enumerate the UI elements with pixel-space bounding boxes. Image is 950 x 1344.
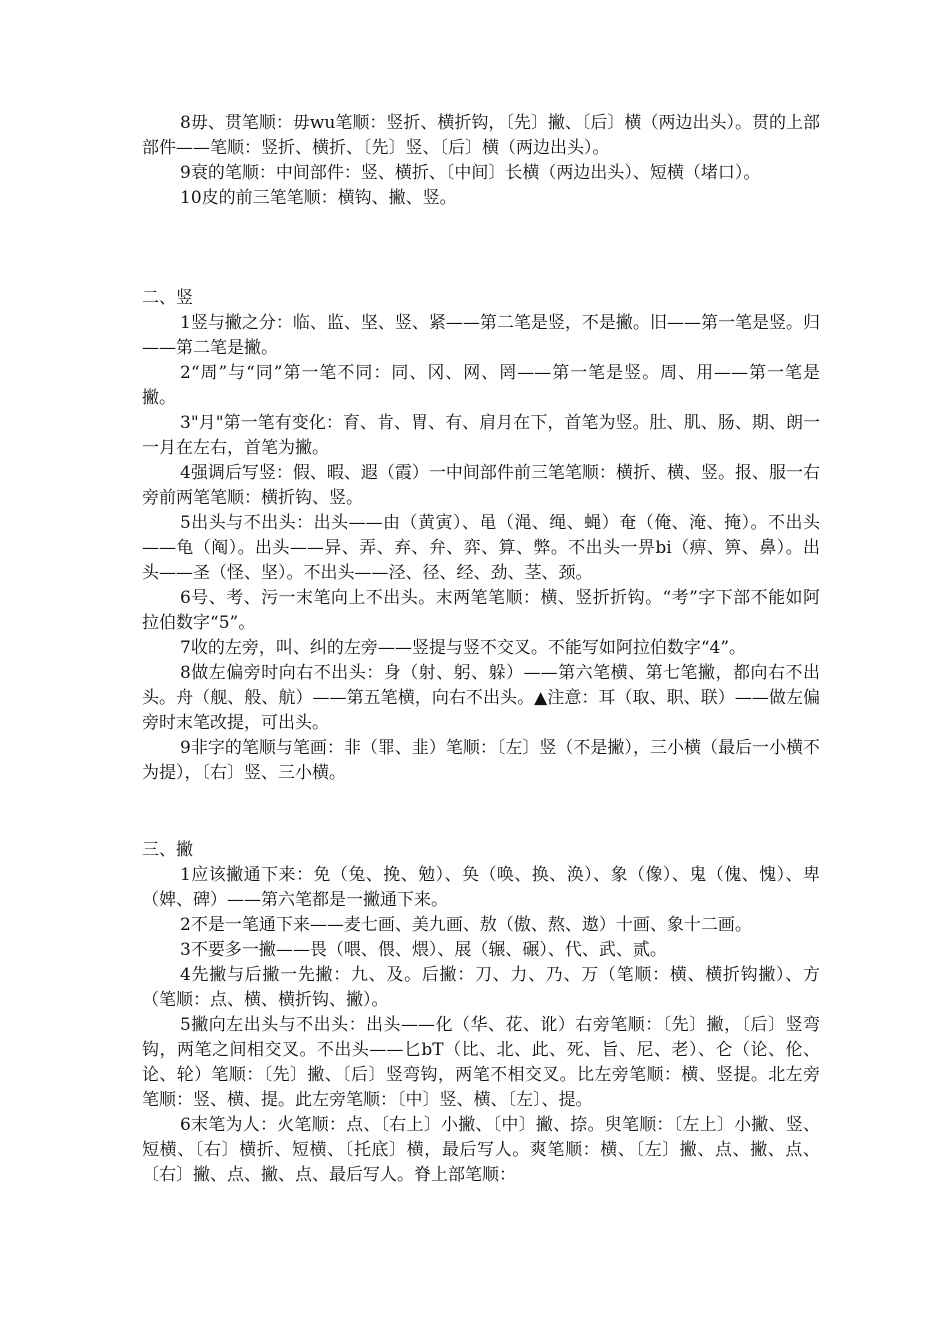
paragraph: 1应该撇通下来：免（兔、挽、勉）、奂（唤、换、涣）、象（像）、鬼（傀、愧）、卑（婢、碑）——第六笔都是一撇通下来。 bbox=[142, 865, 820, 910]
paragraph: 1竖与撇之分：临、监、坚、竖、紧——第二笔是竖，不是撇。旧——第一笔是竖。归——第二笔是撇。 bbox=[142, 313, 820, 358]
paragraph: 8毋、贯笔顺：毋wu笔顺：竖折、横折钩，〔先〕撇、〔后〕横（两边出头）。贯的上部部件——笔顺：竖折、横折、〔先〕竖、〔后〕横（两边出头）。 bbox=[142, 113, 820, 158]
paragraph: 10皮的前三笔笔顺：横钩、撇、竖。 bbox=[180, 188, 457, 208]
paragraph: 3不要多一撇——畏（喂、偎、煨）、展（辗、碾）、代、武、贰。 bbox=[180, 940, 667, 960]
paragraph: 9非字的笔顺与笔画：非（罪、韭）笔顺：〔左〕竖（不是撇），三小横（最后一小横不为提），〔右〕竖、三小横。 bbox=[142, 738, 820, 783]
paragraph: 6号、考、污一末笔向上不出头。末两笔笔顺：横、竖折折钩。“考”字下部不能如阿拉伯数字“5”。 bbox=[142, 588, 820, 633]
paragraph: 6末笔为人：火笔顺：点、〔右上〕小撇、〔中〕撇、捺。臾笔顺：〔左上〕小撇、竖、短横、〔右〕横折、短横、〔托底〕横，最后写人。爽笔顺：横、〔左〕撇、点、撇、点、〔右〕撇、点、撇、点、最后写人。脊上部笔顺： bbox=[142, 1115, 820, 1185]
paragraph: 3"月"第一笔有变化：育、肯、胃、有、肩月在下，首笔为竖。肚、肌、肠、期、朗一一月在左右，首笔为撇。 bbox=[142, 413, 820, 458]
paragraph: 2“周”与“同”第一笔不同：同、冈、网、罔——第一笔是竖。周、用——第一笔是撇。 bbox=[142, 363, 820, 408]
section-heading: 三、撇 bbox=[142, 840, 193, 860]
section-1 bbox=[142, 111, 820, 211]
section-3 bbox=[142, 838, 820, 1188]
paragraph: 9衰的笔顺：中间部件：竖、横折、〔中间〕长横（两边出头）、短横（堵口）。 bbox=[180, 163, 761, 183]
section-2 bbox=[142, 286, 820, 786]
paragraph: 4先撇与后撇一先撇：九、及。后撇：刀、力、乃、万（笔顺：横、横折钩撇）、方（笔顺：点、横、横折钩、撇）。 bbox=[142, 965, 820, 1010]
paragraph: 5出头与不出头：出头——由（黄寅）、黾（渑、绳、蝇）奄（俺、淹、掩）。不出头——龟（阄）。出头——异、弄、弃、弁、弈、算、弊。不出头一畀bi（痹、箅、鼻）。出头——圣（怪、坚）。不出头——泾、径、经、劲、茎、颈。 bbox=[142, 513, 820, 583]
paragraph: 8做左偏旁时向右不出头：身（射、躬、躲）——第六笔横、第七笔撇，都向右不出头。舟（舰、般、航）——第五笔横，向右不出头。▲注意：耳（取、职、联）——做左偏旁时末笔改提，可出头。 bbox=[142, 663, 820, 733]
paragraph: 5撇向左出头与不出头：出头——化（华、花、讹）右旁笔顺：〔先〕撇，〔后〕竖弯钩，两笔之间相交叉。不出头——匕bT（比、北、此、死、旨、尼、老）、仑（论、伦、论、轮）笔顺：〔先〕撇、〔后〕竖弯钩，两笔不相交叉。比左旁笔顺：横、竖提。北左旁笔顺：竖、横、提。此左旁笔顺：〔中〕竖、横、〔左〕、提。 bbox=[142, 1015, 820, 1110]
paragraph: 4强调后写竖：假、暇、遐（霞）一中间部件前三笔笔顺：横折、横、竖。报、服一右旁前两笔笔顺：横折钩、竖。 bbox=[142, 463, 820, 508]
paragraph: 7收的左旁，叫、纠的左旁——竖提与竖不交叉。不能写如阿拉伯数字“4”。 bbox=[180, 638, 747, 658]
paragraph: 2不是一笔通下来——麦七画、美九画、敖（傲、熬、遨）十画、象十二画。 bbox=[180, 915, 752, 935]
section-heading: 二、竖 bbox=[142, 288, 193, 308]
